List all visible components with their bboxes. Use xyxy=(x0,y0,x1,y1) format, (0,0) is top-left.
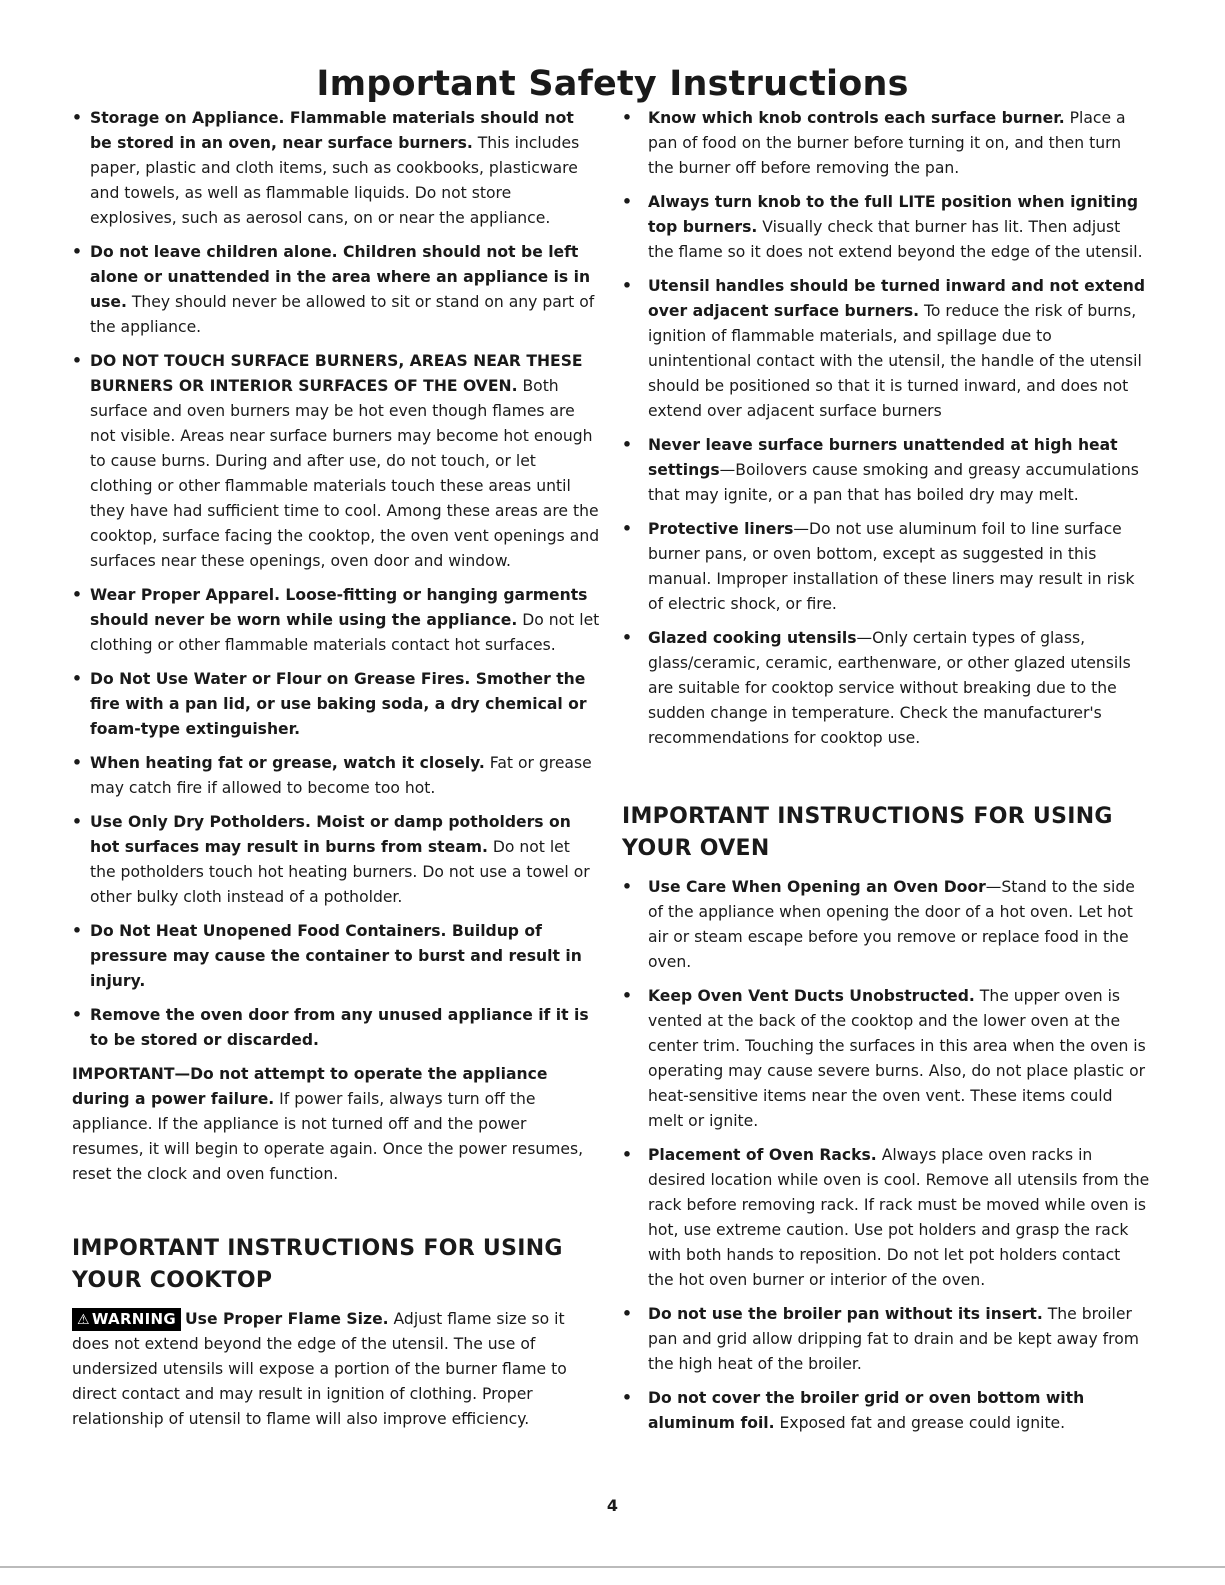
page-title: Important Safety Instructions xyxy=(316,64,909,104)
important-note-text: If power fails, always turn off the appliance. If the appliance is not turned off and the power resumes, it will begin to operate again. Once the power resumes, reset the clock and oven function. xyxy=(72,1090,584,1183)
list-item xyxy=(72,751,600,801)
list-item xyxy=(622,106,1150,181)
item-heading: Do Not Heat Unopened Food Containers. Buildup of pressure may cause the container to burst and result in injury. xyxy=(90,922,582,990)
item-text: Exposed fat and grease could ignite. xyxy=(774,1414,1066,1432)
important-note-heading: IMPORTANT—Do not attempt to operate the appliance during a power failure. xyxy=(72,1065,548,1108)
warning-paragraph xyxy=(72,1307,600,1432)
list-item xyxy=(622,1302,1150,1377)
warning-text: Adjust flame size so it does not extend beyond the edge of the utensil. The use of undersized utensils will expose a portion of the burner flame to direct contact and may result in ignition of clothing. Proper relationship of utensil to flame will also improve efficiency. xyxy=(72,1310,567,1428)
list-item xyxy=(72,1003,600,1053)
warning-heading: Use Proper Flame Size. xyxy=(185,1310,389,1328)
list-item xyxy=(622,274,1150,424)
cooktop-heading-line2: YOUR COOKTOP xyxy=(72,1268,273,1293)
item-text: Fat or grease may catch fire if allowed to become too hot. xyxy=(90,754,592,797)
item-heading: Utensil handles should be turned inward and not extend over adjacent surface burners. xyxy=(648,277,1146,320)
item-heading: Do not use the broiler pan without its insert. xyxy=(648,1305,1043,1323)
list-item xyxy=(622,517,1150,617)
item-text: To reduce the risk of burns, ignition of flammable materials, and spillage due to unintentional contact with the utensil, the handle of the utensil should be positioned so that it is turned inward, and does not extend over adjacent surface burners xyxy=(648,302,1142,420)
item-heading: Use Only Dry Potholders. Moist or damp potholders on hot surfaces may result in burns from steam. xyxy=(90,813,571,856)
item-heading: Protective liners xyxy=(648,520,794,538)
warning-triangle-icon: ⚠ xyxy=(77,1312,90,1328)
item-text: Do not let clothing or other flammable materials contact hot surfaces. xyxy=(90,611,600,654)
item-text: Both surface and oven burners may be hot even though flames are not visible. Areas near surface burners may become hot enough to cause burns. During and after use, do not touch, or let clothing or other flammable materials touch these areas until they have had sufficient time to cool. Among these areas are the cooktop, surface facing the cooktop, the oven vent openings and surfaces near these openings, oven door and window. xyxy=(90,377,600,570)
item-text: Visually check that burner has lit. Then adjust the flame so it does not extend beyond the edge of the utensil. xyxy=(648,218,1143,261)
list-item xyxy=(622,433,1150,508)
item-heading: DO NOT TOUCH SURFACE BURNERS, AREAS NEAR THESE BURNERS OR INTERIOR SURFACES OF THE OVEN. xyxy=(90,352,583,395)
item-heading: Storage on Appliance. Flammable materials should not be stored in an oven, near surface burners. xyxy=(90,109,574,152)
list-item xyxy=(72,919,600,994)
item-text: Always place oven racks in desired location while oven is cool. Remove all utensils from the rack before removing rack. If rack must be moved while oven is hot, use extreme caution. Use pot holders and grasp the rack with both hands to reposition. Do not let pot holders contact the hot oven burner or interior of the oven. xyxy=(648,1146,1150,1289)
item-text: The broiler pan and grid allow dripping fat to drain and be kept away from the high heat of the broiler. xyxy=(648,1305,1139,1373)
item-text: Place a pan of food on the burner before turning it on, and then turn the burner off before removing the pan. xyxy=(648,109,1126,177)
item-heading: Do Not Use Water or Flour on Grease Fires. Smother the fire with a pan lid, or use baking soda, a dry chemical or foam-type extinguisher. xyxy=(90,670,587,738)
bottom-divider xyxy=(0,1566,1225,1568)
item-heading: Do not leave children alone. Children should not be left alone or unattended in the area where an appliance is in use. xyxy=(90,243,591,311)
item-heading: Know which knob controls each surface burner. xyxy=(648,109,1065,127)
item-heading: Always turn knob to the full LITE position when igniting top burners. xyxy=(648,193,1139,236)
list-item xyxy=(72,106,600,231)
list-item xyxy=(622,1386,1150,1436)
list-item xyxy=(72,810,600,910)
important-note xyxy=(72,1062,600,1187)
list-item xyxy=(72,349,600,574)
item-text: The upper oven is vented at the back of the cooktop and the lower oven at the center trim. Touching the surfaces in this area when the oven is operating may cause severe burns. Also, do not place plastic or heat-sensitive items near the oven vent. These items could melt or ignite. xyxy=(648,987,1146,1130)
item-heading: Do not cover the broiler grid or oven bottom with aluminum foil. xyxy=(648,1389,1085,1432)
list-item xyxy=(622,190,1150,265)
item-heading: When heating fat or grease, watch it closely. xyxy=(90,754,485,772)
item-heading: Keep Oven Vent Ducts Unobstructed. xyxy=(648,987,975,1005)
list-item xyxy=(622,626,1150,751)
warning-badge xyxy=(72,1308,181,1331)
oven-heading-line2: YOUR OVEN xyxy=(622,836,770,861)
list-item xyxy=(72,240,600,340)
oven-heading-line1: IMPORTANT INSTRUCTIONS FOR USING xyxy=(622,804,1113,829)
item-heading: Use Care When Opening an Oven Door xyxy=(648,878,986,896)
item-heading: Never leave surface burners unattended at high heat settings xyxy=(648,436,1118,479)
item-text: —Do not use aluminum foil to line surface burner pans, or oven bottom, except as suggested in this manual. Improper installation of these liners may result in risk of electric shock, or fire. xyxy=(648,520,1135,613)
warning-badge-label: WARNING xyxy=(91,1310,176,1328)
item-text: They should never be allowed to sit or stand on any part of the appliance. xyxy=(90,293,595,336)
item-text: —Stand to the side of the appliance when opening the door of a hot oven. Let hot air or steam escape before you remove or replace food in the oven. xyxy=(648,878,1135,971)
oven-section-heading xyxy=(622,801,1150,865)
item-heading: Remove the oven door from any unused appliance if it is to be stored or discarded. xyxy=(90,1006,589,1049)
item-heading: Glazed cooking utensils xyxy=(648,629,857,647)
item-text: Do not let the potholders touch hot heating burners. Do not use a towel or other bulky cloth instead of a potholder. xyxy=(90,838,590,906)
left-column xyxy=(72,106,600,1432)
list-item xyxy=(622,1143,1150,1293)
page-number: 4 xyxy=(606,1496,619,1515)
item-heading: Wear Proper Apparel. Loose-fitting or hanging garments should never be worn while using the appliance. xyxy=(90,586,588,629)
list-item xyxy=(72,667,600,742)
item-heading: Placement of Oven Racks. xyxy=(648,1146,877,1164)
cooktop-heading-line1: IMPORTANT INSTRUCTIONS FOR USING xyxy=(72,1236,563,1261)
list-item xyxy=(622,875,1150,975)
list-item xyxy=(622,984,1150,1134)
right-column xyxy=(622,106,1150,1445)
list-item xyxy=(72,583,600,658)
item-text: This includes paper, plastic and cloth items, such as cookbooks, plasticware and towels, as well as flammable liquids. Do not store explosives, such as aerosol cans, on or near the appliance. xyxy=(90,134,580,227)
cooktop-section-heading xyxy=(72,1233,600,1297)
item-text: —Only certain types of glass, glass/ceramic, ceramic, earthenware, or other glazed utensils are suitable for cooktop service without breaking due to the sudden change in temperature. Check the manufacturer's recommendations for cooktop use. xyxy=(648,629,1131,747)
item-text: —Boilovers cause smoking and greasy accumulations that may ignite, or a pan that has boiled dry may melt. xyxy=(648,461,1139,504)
